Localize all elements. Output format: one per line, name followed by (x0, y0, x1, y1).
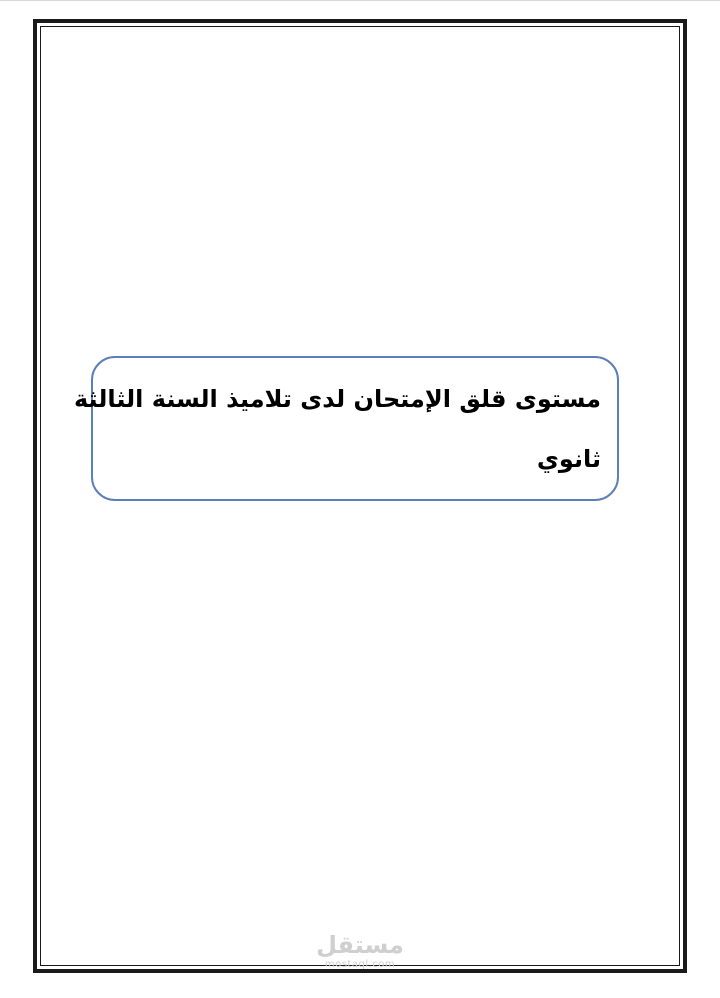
title-box (74, 356, 619, 501)
watermark-logo: مستقل (316, 931, 404, 959)
watermark-url: mostaql.com (324, 959, 396, 970)
title-line-2: ثانوي (536, 444, 601, 473)
title-line-1: مستوى قلق الإمتحان لدى تلاميذ السنة الثالثة (74, 384, 601, 413)
